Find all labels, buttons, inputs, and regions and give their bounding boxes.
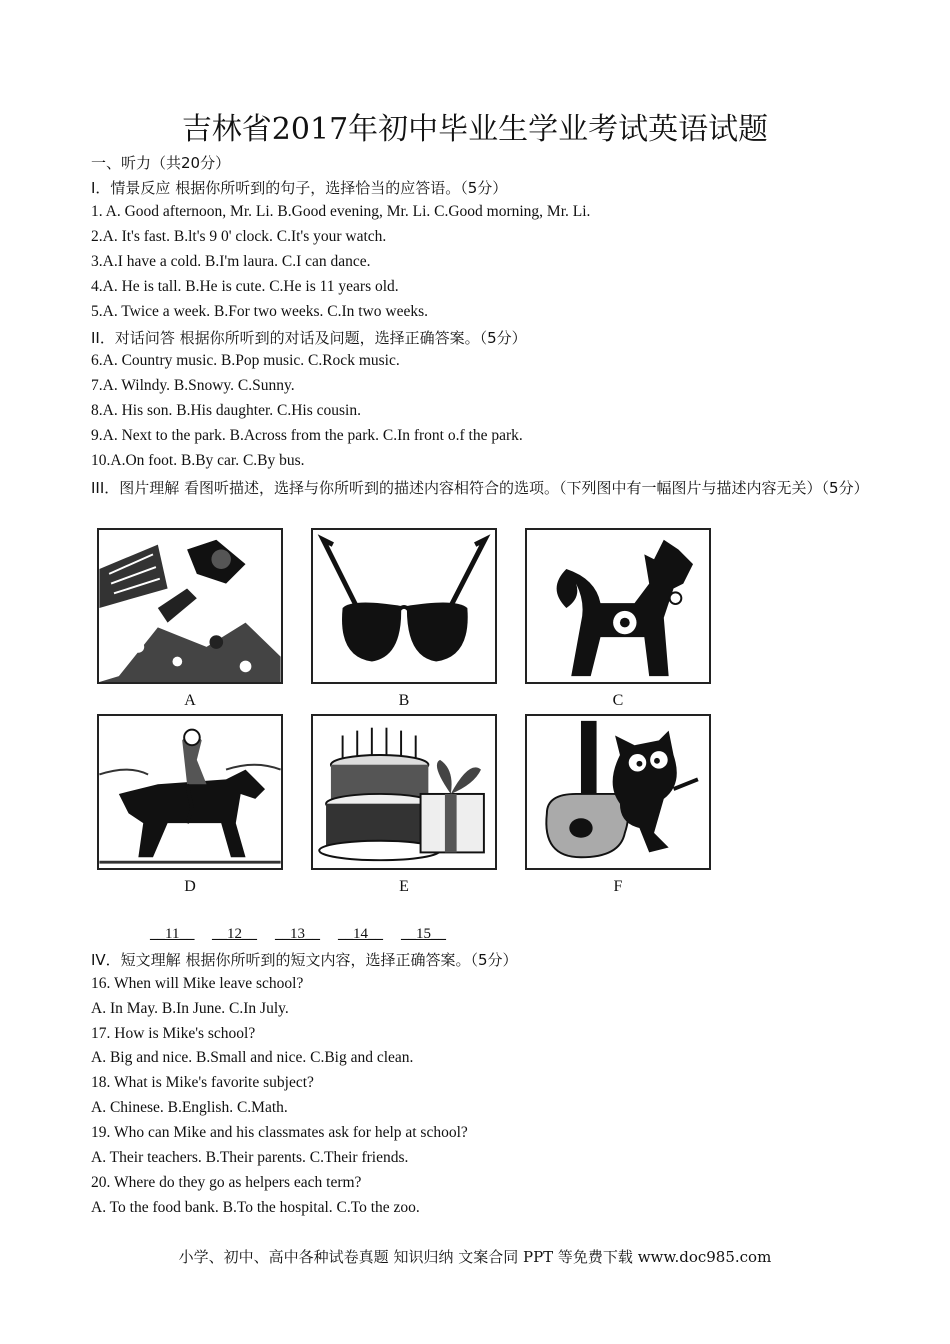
page-title: 吉林省2017年初中毕业生学业考试英语试题 (181, 112, 769, 147)
picture-e-cake (311, 714, 497, 870)
picture-label: D (184, 878, 196, 895)
part-iv-header: IV．短文理解 根据你所听到的短文内容，选择正确答案。（5分） (91, 951, 518, 969)
answer-blank[interactable]: __13__ (275, 926, 320, 942)
question-line: 17. How is Mike's school? (91, 1025, 256, 1042)
question-line: 16. When will Mike leave school? (91, 975, 304, 992)
question-line: 6.A. Country music. B.Pop music. C.Rock music. (91, 352, 400, 369)
dog-icon (527, 530, 709, 682)
picture-b-sunglasses (311, 528, 497, 684)
option-line: A. To the food bank. B.To the hospital. C.To the zoo. (91, 1199, 420, 1216)
question-line: 20. Where do they go as helpers each term? (91, 1174, 362, 1191)
answer-blank[interactable]: __15__ (401, 926, 446, 942)
picture-label: F (613, 878, 623, 895)
horse-rider-icon (99, 716, 281, 868)
picture-label: B (398, 692, 410, 709)
crash-scene-icon (99, 530, 281, 682)
option-line: A. Their teachers. B.Their parents. C.Their friends. (91, 1149, 409, 1166)
question-line: 4.A. He is tall. B.He is cute. C.He is 11 years old. (91, 278, 399, 295)
picture-d-horse (97, 714, 283, 870)
picture-label: A (184, 692, 196, 709)
part-iii-header: III．图片理解 看图听描述，选择与你所听到的描述内容相符合的选项。（下列图中有一幅图片与描述内容无关）（5分） (91, 479, 869, 497)
question-line: 10.A.On foot. B.By car. C.By bus. (91, 452, 305, 469)
cat-guitar-icon (527, 716, 709, 868)
cake-gift-icon (313, 716, 495, 868)
question-line: 18. What is Mike's favorite subject? (91, 1074, 314, 1091)
option-line: A. Chinese. B.English. C.Math. (91, 1099, 288, 1116)
sunglasses-icon (313, 530, 495, 682)
section-heading: 一、听力（共20分） (91, 154, 231, 172)
question-line: 7.A. Wilndy. B.Snowy. C.Sunny. (91, 377, 295, 394)
question-line: 2.A. It's fast. B.lt's 9 0' clock. C.It's your watch. (91, 228, 387, 245)
part-ii-header: II．对话问答 根据你所听到的对话及问题，选择正确答案。（5分） (91, 329, 527, 347)
answer-blank[interactable]: __14__ (338, 926, 383, 942)
answer-blank[interactable]: __11__ (150, 926, 195, 942)
question-line: 5.A. Twice a week. B.For two weeks. C.In two weeks. (91, 303, 428, 320)
question-line: 8.A. His son. B.His daughter. C.His cousin. (91, 402, 361, 419)
picture-label: C (612, 692, 624, 709)
question-line: 1. A. Good afternoon, Mr. Li. B.Good evening, Mr. Li. C.Good morning, Mr. Li. (91, 203, 591, 220)
question-line: 9.A. Next to the park. B.Across from the park. C.In front o.f the park. (91, 427, 523, 444)
picture-f-cat (525, 714, 711, 870)
question-line: 3.A.I have a cold. B.I'm laura. C.I can dance. (91, 253, 371, 270)
picture-label: E (399, 878, 409, 895)
option-line: A. In May. B.In June. C.In July. (91, 1000, 289, 1017)
answer-blank[interactable]: __12__ (212, 926, 257, 942)
picture-a-crash (97, 528, 283, 684)
part-i-header: I．情景反应 根据你所听到的句子，选择恰当的应答语。（5分） (91, 179, 508, 197)
picture-c-dog (525, 528, 711, 684)
question-line: 19. Who can Mike and his classmates ask for help at school? (91, 1124, 468, 1141)
option-line: A. Big and nice. B.Small and nice. C.Big and clean. (91, 1049, 414, 1066)
page-footer: 小学、初中、高中各种试卷真题 知识归纳 文案合同 PPT 等免费下载 www.doc985.com (178, 1248, 772, 1266)
